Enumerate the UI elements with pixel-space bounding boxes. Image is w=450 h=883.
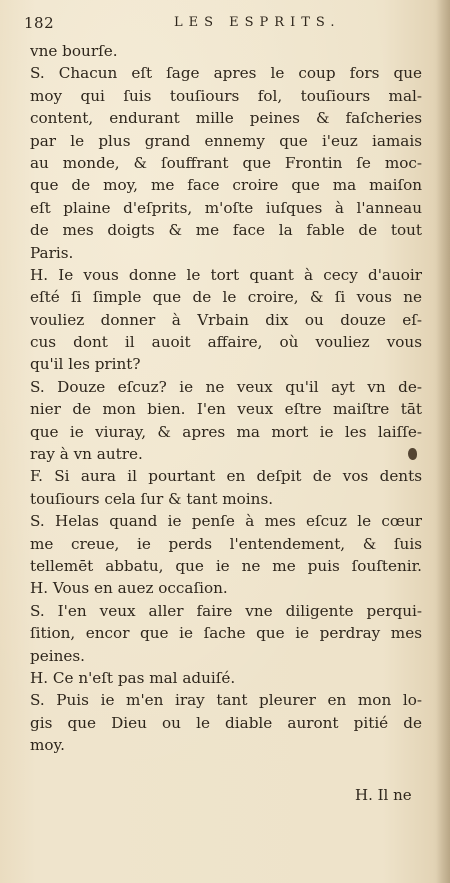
text-line: au monde, & ſouffrant que Frontin ſe moc- — [30, 153, 422, 172]
running-title: LES ESPRITS. — [174, 15, 341, 30]
text-line: Paris. — [30, 243, 74, 262]
text-line: eſté ſi ſimple que de le croire, & ſi vous ne — [30, 288, 422, 307]
text-line: vne bourſe. — [30, 42, 118, 60]
text-line: de mes doigts & me face la fable de tout — [30, 221, 422, 240]
ink-blot — [408, 448, 417, 460]
running-head — [24, 14, 424, 38]
text-line: vouliez donner à Vrbain dix ou douze eſ- — [30, 310, 422, 329]
text-line: que de moy, me face croire que ma maiſon — [30, 176, 422, 195]
text-line: content, endurant mille peines & faſcheries — [30, 109, 422, 128]
text-line: ſition, encor que ie ſache que ie perdray mes — [30, 624, 422, 643]
text-line: S. Chacun eſt ſage apres le coup fors que — [30, 64, 422, 83]
text-line: H. Ce n'eſt pas mal aduiſé. — [30, 668, 236, 687]
text-line: touſiours cela ſur & tant moins. — [30, 489, 274, 508]
page-gutter-shadow — [436, 0, 450, 883]
catchword: H. Il ne — [355, 786, 412, 804]
text-line: peines. — [30, 646, 85, 665]
text-line: S. Helas quand ie penſe à mes eſcuz le cœur — [30, 512, 422, 531]
text-line: S. Douze eſcuz? ie ne veux qu'il ayt vn de- — [30, 377, 422, 396]
text-line: tellemēt abbatu, que ie ne me puis ſouſtenir. — [30, 556, 422, 575]
text-line: que ie viuray, & apres ma mort ie les laiſſe- — [30, 422, 422, 441]
text-block — [30, 40, 422, 757]
text-line: ray à vn autre. — [30, 445, 143, 464]
text-line: eſt plaine d'eſprits, m'oſte iuſques à l'anneau — [30, 198, 422, 217]
text-line: S. Puis ie m'en iray tant pleurer en mon lo- — [30, 691, 422, 710]
text-line: S. I'en veux aller faire vne diligente perqui- — [30, 601, 422, 620]
text-line: H. Vous en auez occaſion. — [30, 579, 228, 598]
text-line: qu'il les print? — [30, 355, 141, 374]
text-line: par le plus grand ennemy que i'euz iamais — [30, 131, 422, 150]
text-line: moy qui ſuis touſiours fol, touſiours mal- — [30, 86, 422, 105]
text-line: me creue, ie perds l'entendement, & ſuis — [30, 534, 422, 553]
text-line: moy. — [30, 736, 65, 755]
text-line: H. Ie vous donne le tort quant à cecy d'auoir — [30, 265, 422, 284]
page-number: 182 — [24, 14, 55, 32]
text-line: gis que Dieu ou le diable auront pitié de — [30, 713, 422, 732]
text-line: cus dont il auoit affaire, où vouliez vous — [30, 333, 422, 352]
text-line: nier de mon bien. I'en veux eſtre maiſtre tāt — [30, 400, 422, 419]
text-line: F. Si aura il pourtant en deſpit de vos dents — [30, 467, 422, 486]
